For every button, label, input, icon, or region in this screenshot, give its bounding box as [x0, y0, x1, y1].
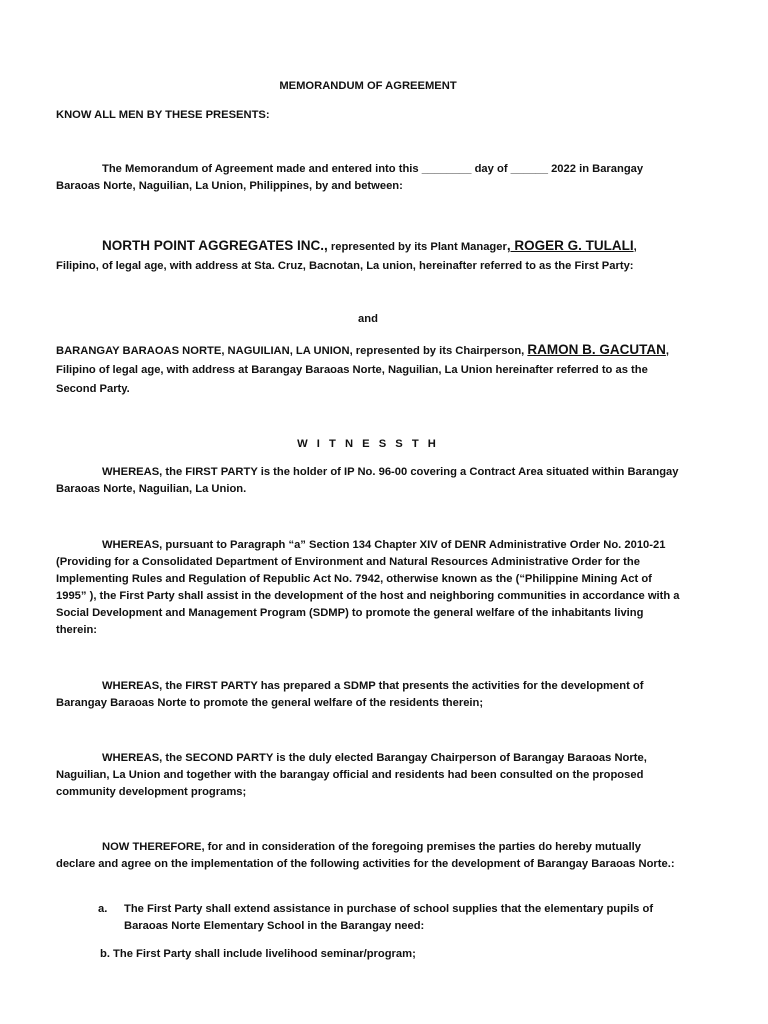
first-party-details: Filipino, of legal age, with address at Sta. Cruz, Bacnotan, La union, hereinafter referred to as the First Party:: [56, 260, 634, 272]
whereas-4: [56, 750, 680, 801]
whereas-2-lead: WHEREAS,: [102, 539, 163, 551]
intro-paragraph: The Memorandum of Agreement made and entered into this ________ day of ______ 2022 in Barangay Baraoas Norte, Naguilian, La Union, Philippines, by and between:: [56, 163, 644, 192]
second-party-rep-text: , represented by its Chairperson,: [349, 345, 528, 357]
list-item-b: b. The First Party shall include livelihood seminar/program;: [100, 948, 416, 960]
list-item-a-marker: a.: [98, 903, 108, 915]
now-therefore-body: for and in consideration of the foregoing premises the parties do hereby mutually declare and agree on the implementation of the following activities for the development of Barangay Baraoas Norte.:: [56, 841, 675, 870]
second-party-chair: RAMON B. GACUTAN: [527, 342, 666, 357]
first-party-manager: , ROGER G. TULALI: [506, 238, 634, 253]
list-item-a-text: The First Party shall extend assistance in purchase of school supplies that the elementary pupils of Baraoas Norte Elementary School in the Barangay need:: [124, 903, 654, 932]
opening-line: KNOW ALL MEN BY THESE PRESENTS:: [56, 109, 270, 121]
first-party-rep-text: represented by its Plant Manager: [327, 241, 507, 253]
and-separator: and: [358, 313, 378, 325]
second-party-paragraph: [56, 340, 680, 399]
list-item-a: [98, 901, 680, 935]
witnesseth-heading: W I T N E S S T H: [297, 438, 439, 450]
whereas-4-body: the SECOND PARTY is the duly elected Barangay Chairperson of Barangay Baraoas Norte, Naguilian, La Union and together with the barangay official and residents had been consulted on the proposed community development programs;: [56, 752, 647, 798]
first-party-comma: ,: [633, 241, 637, 253]
first-party-name: NORTH POINT AGGREGATES INC.,: [102, 238, 328, 253]
second-party-name: BARANGAY BARAOAS NORTE, NAGUILIAN, LA UNION: [56, 345, 350, 357]
document-title: MEMORANDUM OF AGREEMENT: [279, 80, 457, 92]
whereas-1: WHEREAS, the FIRST PARTY is the holder of IP No. 96-00 covering a Contract Area situated within Barangay Baraoas Norte, Naguilian, La Union.: [56, 466, 679, 495]
whereas-4-lead: WHEREAS,: [102, 752, 163, 764]
whereas-3: WHEREAS, the FIRST PARTY has prepared a SDMP that presents the activities for the development of Barangay Baraoas Norte to promote the general welfare of the residents therein;: [56, 680, 644, 709]
first-party-paragraph: [56, 236, 680, 276]
now-therefore-paragraph: [56, 839, 680, 873]
whereas-2: [56, 537, 680, 639]
second-party-details: , Filipino of legal age, with address at Barangay Baraoas Norte, Naguilian, La Union hereinafter referred to as the Second Party.: [56, 345, 669, 395]
now-therefore-lead: NOW THEREFORE,: [102, 841, 205, 853]
whereas-2-body: pursuant to Paragraph “a” Section 134 Chapter XIV of DENR Administrative Order No. 2010-21 (Providing for a Consolidated Department of Environment and Natural Resources Administrative Order for the Implementing Rules and Regulation of Republic Act No. 7942, otherwise known as the (“Philippine Mining Act of 1995” ), the First Party shall assist in the development of the host and neighboring communities in accordance with a Social Development and Management Program (SDMP) to promote the general welfare of the inhabitants living therein:: [56, 539, 680, 636]
